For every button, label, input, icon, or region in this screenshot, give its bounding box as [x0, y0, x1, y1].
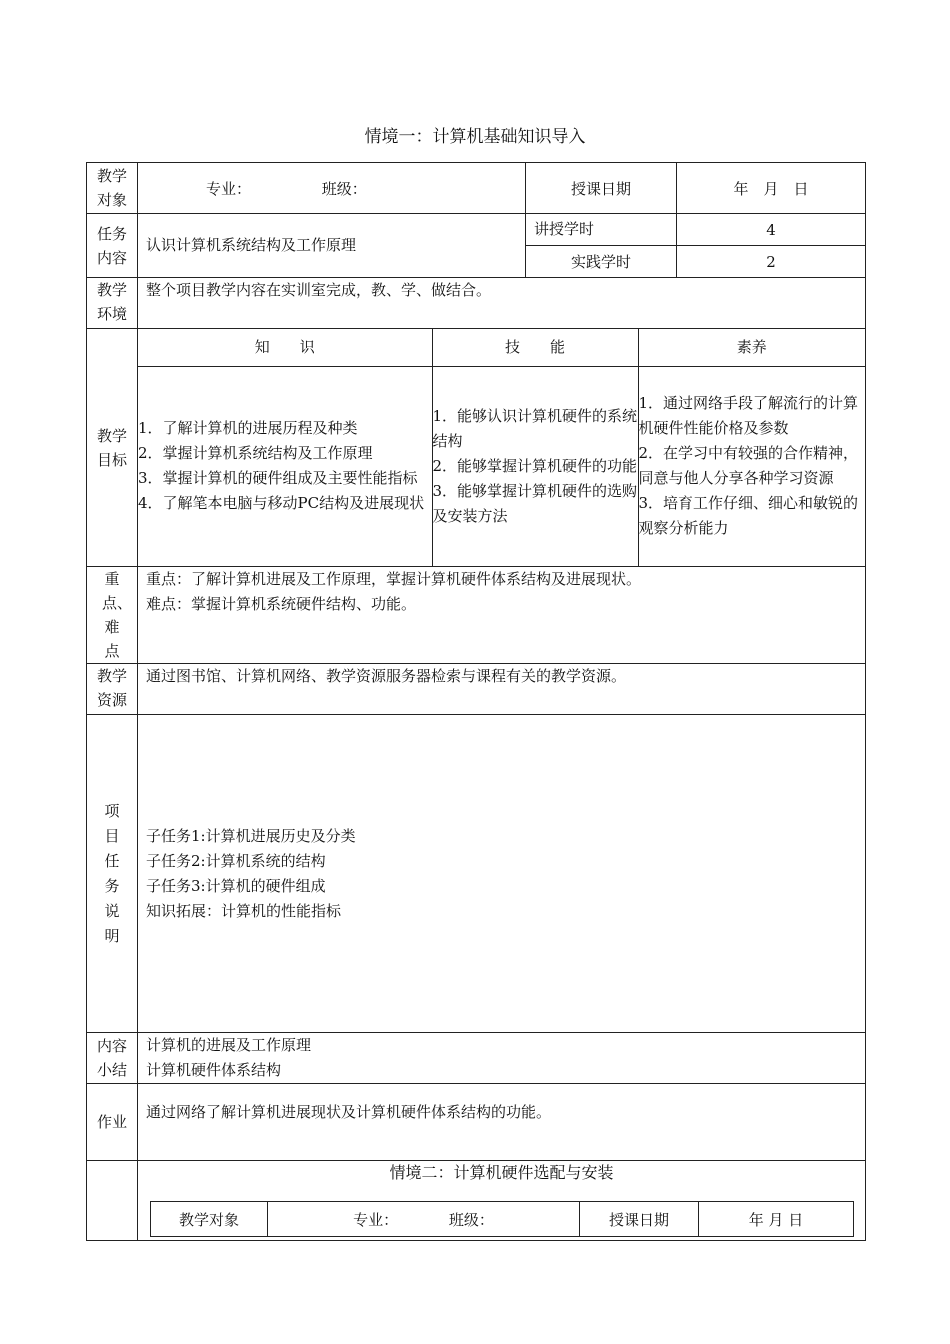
row-teaching-environment — [87, 278, 866, 329]
goals-header-skills: 技 能 — [432, 329, 638, 366]
next-target-label: 教学对象 — [151, 1202, 268, 1237]
goals-knowledge-list — [138, 366, 432, 566]
major-label: 专业： — [206, 179, 252, 198]
row-teaching-goals — [87, 329, 866, 567]
label-project-tasks: 项目任务说明 — [87, 715, 138, 1033]
page-title: 情境一：计算机基础知识导入 — [364, 127, 586, 147]
list-item: 计算机硬件体系结构 — [146, 1061, 282, 1079]
next-major-class — [268, 1202, 580, 1237]
date-label: 授课日期 — [526, 163, 677, 214]
date-value: 年 月 日 — [677, 163, 866, 214]
label-homework: 作业 — [87, 1084, 138, 1161]
goals-header-knowledge: 知 识 — [138, 329, 432, 366]
list-item: 子任务3:计算机的硬件组成 — [146, 876, 326, 895]
row-teaching-target — [87, 163, 866, 214]
list-item: 3．能够掌握计算机硬件的选购及安装方法 — [432, 481, 638, 525]
goals-skills-list — [432, 366, 638, 566]
environment-content: 整个项目教学内容在实训室完成，教、学、做结合。 — [138, 278, 866, 329]
goals-header-quality: 素养 — [638, 329, 865, 366]
list-item: 4．了解笔本电脑与移动PC结构及进展现状 — [138, 494, 425, 513]
list-item: 2．能够掌握计算机硬件的功能 — [432, 456, 638, 475]
goals-table — [138, 329, 865, 566]
list-item: 计算机的进展及工作原理 — [146, 1036, 312, 1054]
next-major-label: 专业： — [353, 1210, 399, 1229]
next-scenario-cell — [138, 1161, 866, 1241]
row-task-content — [87, 214, 866, 246]
practice-hours-value: 2 — [677, 246, 866, 278]
next-class-label: 班级： — [448, 1210, 494, 1229]
goals-cell — [138, 329, 866, 567]
list-item: 1．能够认识计算机硬件的系统结构 — [432, 406, 638, 450]
task-content: 认识计算机系统结构及工作原理 — [138, 214, 526, 278]
major-class-cell — [138, 163, 526, 214]
goals-quality-list — [638, 366, 865, 566]
next-date-value: 年 月 日 — [699, 1202, 854, 1237]
next-scenario-table — [150, 1201, 854, 1237]
list-item: 子任务1:计算机进展历史及分类 — [146, 826, 356, 845]
list-item: 2．掌握计算机系统结构及工作原理 — [138, 444, 373, 463]
lecture-hours-value: 4 — [677, 214, 866, 246]
list-item: 3．掌握计算机的硬件组成及主要性能指标 — [138, 469, 418, 488]
summary-content — [138, 1033, 866, 1084]
row-key-points — [87, 567, 866, 664]
label-teaching-goals: 教学目标 — [87, 329, 138, 567]
label-teaching-environment: 教学环境 — [87, 278, 138, 329]
list-item: 2．在学习中有较强的合作精神，同意与他人分享各种学习资源 — [638, 444, 859, 488]
list-item: 3．培育工作仔细、细心和敏锐的观察分析能力 — [638, 494, 859, 538]
label-task-content: 任务内容 — [87, 214, 138, 278]
row-next-scenario — [87, 1161, 866, 1241]
next-scenario-title: 情境二：计算机硬件选配与安装 — [389, 1163, 614, 1182]
row-project-tasks — [87, 715, 866, 1033]
project-tasks-content — [138, 715, 866, 1033]
lesson-plan-table — [86, 162, 866, 1241]
label-key-points: 重点、难点 — [87, 567, 138, 664]
next-empty-cell — [87, 1161, 138, 1241]
list-item: 知识拓展：计算机的性能指标 — [146, 901, 342, 920]
list-item: 1．了解计算机的进展历程及种类 — [138, 419, 358, 438]
difficult-point: 难点：掌握计算机系统硬件结构、功能。 — [146, 595, 417, 613]
resources-content: 通过图书馆、计算机网络、教学资源服务器检索与课程有关的教学资源。 — [138, 664, 866, 715]
label-summary: 内容小结 — [87, 1033, 138, 1084]
homework-content: 通过网络了解计算机进展现状及计算机硬件体系结构的功能。 — [138, 1084, 866, 1161]
list-item: 子任务2:计算机系统的结构 — [146, 851, 326, 870]
lecture-hours-label: 讲授学时 — [526, 214, 677, 246]
key-points-content — [138, 567, 866, 664]
row-homework — [87, 1084, 866, 1161]
next-date-label: 授课日期 — [580, 1202, 699, 1237]
label-teaching-resources: 教学资源 — [87, 664, 138, 715]
row-teaching-resources — [87, 664, 866, 715]
practice-hours-label: 实践学时 — [526, 246, 677, 278]
list-item: 1．通过网络手段了解流行的计算机硬件性能价格及参数 — [638, 394, 859, 438]
class-label: 班级： — [321, 179, 367, 198]
row-summary — [87, 1033, 866, 1084]
key-point: 重点：了解计算机进展及工作原理，掌握计算机硬件体系结构及进展现状。 — [146, 570, 642, 588]
label-teaching-target: 教学对象 — [87, 163, 138, 214]
